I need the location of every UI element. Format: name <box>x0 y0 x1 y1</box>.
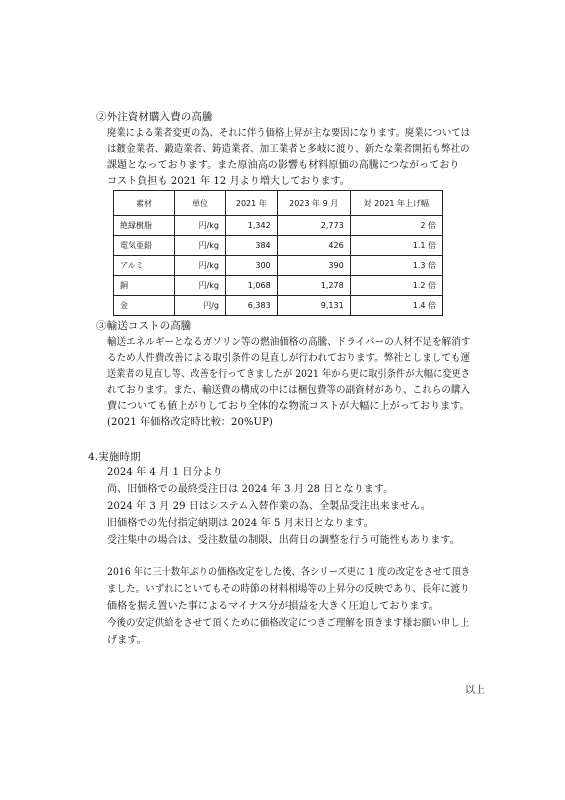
table-row <box>114 296 443 316</box>
section4-heading: 4.実施時期 <box>88 451 141 463</box>
cell-price-2021: 1,342 <box>226 216 278 236</box>
cell-price-2021: 1,068 <box>226 276 278 296</box>
closing-para-line: 価格を据え置いた事によるマイナス分が損益を大きく圧迫しております。 <box>107 601 439 612</box>
cell-material: 銅 <box>114 276 175 296</box>
section4-line: 2024 年 4 月 1 日分より <box>107 467 223 478</box>
col-header-unit: 単位 <box>175 191 226 216</box>
cell-increase: 1.3 倍 <box>350 256 442 276</box>
table-row <box>114 236 443 256</box>
col-header-material: 素材 <box>114 191 175 216</box>
cell-unit: 円/kg <box>175 216 226 236</box>
cell-material: 金 <box>114 296 175 316</box>
cell-price-2021: 6,383 <box>226 296 278 316</box>
section2-heading: ②外注資材購入費の高騰 <box>96 111 213 123</box>
section2-line: 廃業による業者変更の為、それに伴う価格上昇が主な要因になります。廃業については <box>107 128 471 139</box>
cell-price-2021: 384 <box>226 236 278 256</box>
col-header-increase: 対 2021 年上げ幅 <box>350 191 442 216</box>
section4-line: 2024 年 3 月 29 日はシステム入替作業の為、全製品受注出来ません。 <box>107 501 431 512</box>
cell-price-2023: 2,773 <box>277 216 350 236</box>
closing-mark: 以上 <box>465 685 485 696</box>
cell-increase: 1.1 倍 <box>350 236 442 256</box>
closing-para-line: 2016 年に三十数年ぶりの価格改定をした後、各シリーズ更に 1 度の改定をさせて頂き <box>107 567 471 578</box>
cell-price-2023: 426 <box>277 236 350 256</box>
section2-line: コスト負担も 2021 年 12 月より増大しております。 <box>107 176 350 187</box>
cell-unit: 円/kg <box>175 276 226 296</box>
table-row <box>114 276 443 296</box>
cell-unit: 円/g <box>175 296 226 316</box>
col-header-2023-09: 2023 年 9 月 <box>277 191 350 216</box>
section2-line: 課題となっております。また原油高の影響も材料原価の高騰につながっており <box>107 160 460 171</box>
section3-line: (2021 年価格改定時比較：20%UP) <box>107 417 273 428</box>
table-row <box>114 256 443 276</box>
closing-para-line: 今後の安定供給をさせて頂くために価格改定につきご理解を頂きます様お願い申し上 <box>107 618 470 629</box>
section2-line: は鍍金業者、鍛造業者、鋳造業者、加工業者と多岐に渡り、新たな業者開拓も弊社の <box>107 144 470 155</box>
cell-price-2021: 300 <box>226 256 278 276</box>
section4-line: 旧価格での先付指定納期は 2024 年 5 月末日となります。 <box>107 518 374 529</box>
col-header-2021: 2021 年 <box>226 191 278 216</box>
cell-price-2023: 1,278 <box>277 276 350 296</box>
table-header-row <box>114 191 443 216</box>
section3-line: 輸送エネルギーとなるガソリン等の燃油価格の高騰、ドライバーの人材不足を解消す <box>107 337 471 348</box>
table-row <box>114 216 443 236</box>
section3-line: 費についても値上がりしており全体的な物流コストが大幅に上がっております。 <box>107 401 470 412</box>
section3-line: るため人件費改善による取引条件の見直しが行われております。弊社としましても運 <box>107 353 471 364</box>
section3-line: れております。また、輸送費の構成の中には梱包費等の副資材があり、これらの購入 <box>107 385 471 396</box>
cell-unit: 円/kg <box>175 236 226 256</box>
cell-material: アルミ <box>114 256 175 276</box>
closing-para-line: げます。 <box>107 635 147 646</box>
cell-increase: 1.4 倍 <box>350 296 442 316</box>
cell-increase: 2 倍 <box>350 216 442 236</box>
cell-price-2023: 9,131 <box>277 296 350 316</box>
cell-increase: 1.2 倍 <box>350 276 442 296</box>
materials-table <box>113 190 443 316</box>
cell-material: 電気亜鉛 <box>114 236 175 256</box>
cell-material: 絶縁樹脂 <box>114 216 175 236</box>
cell-unit: 円/kg <box>175 256 226 276</box>
section4-line: 受注集中の場合は、受注数量の制限、出荷日の調整を行う可能性もあります。 <box>107 535 460 546</box>
section4-line: 尚、旧価格での最終受注日は 2024 年 3 月 28 日となります。 <box>107 484 394 495</box>
cell-price-2023: 390 <box>277 256 350 276</box>
section3-line: 送業者の見直し等、改善を行ってきましたが 2021 年から更に取引条件が大幅に変更さ <box>107 369 471 380</box>
closing-para-line: ました。いずれにといてもその時節の材料相場等の上昇分の反映であり、長年に渡り <box>107 584 470 595</box>
section3-heading: ③輸送コストの高騰 <box>96 320 192 332</box>
